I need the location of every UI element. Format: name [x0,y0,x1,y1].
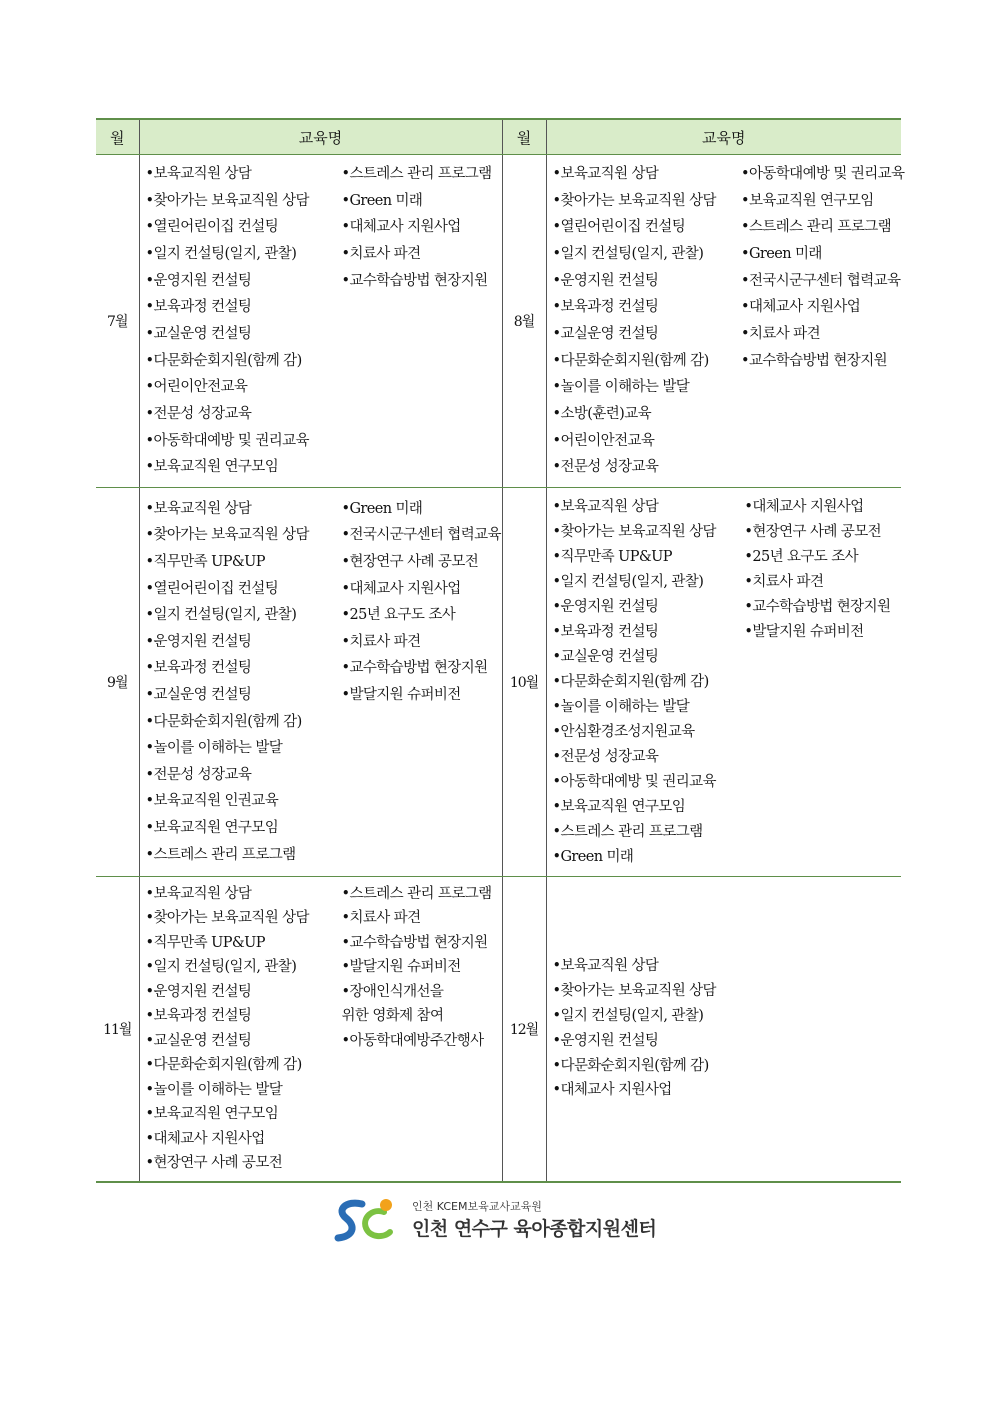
list-item: • 교수학습방법 현장지원 [741,348,901,375]
list-item: • 운영지원 컨설팅 [146,980,342,1005]
list-item: • 교수학습방법 현장지원 [342,655,502,682]
list-item: • 아동학대예방 및 권리교육 [553,770,745,795]
list-item: • 보육교직원 연구모임 [146,1102,342,1127]
list-item: • 일지 컨설팅(일지, 관찰) [553,570,745,595]
program-list [146,882,342,1176]
list-item: • 찾아가는 보육교직원 상담 [553,520,745,545]
list-item: • 운영지원 컨설팅 [553,595,745,620]
list-item: • 일지 컨설팅(일지, 관찰) [146,602,342,629]
list-item: • 발달지원 슈퍼비전 [744,620,901,645]
list-item: • 찾아가는 보육교직원 상담 [146,906,342,931]
list-item: • 열린어린이집 컨설팅 [553,214,742,241]
list-item: • 어린이안전교육 [146,374,342,401]
list-item: • 치료사 파견 [342,241,502,268]
list-item: • Green 미래 [342,188,502,215]
list-item: • 치료사 파견 [342,629,502,656]
logo-dot-orange [380,1199,392,1211]
list-item: • 보육교직원 연구모임 [146,454,342,481]
list-item: • 아동학대예방 및 권리교육 [146,428,342,455]
list-item: • 현장연구 사례 공모전 [342,549,502,576]
list-item: • 보육과정 컨설팅 [146,1004,342,1029]
list-item: • 일지 컨설팅(일지, 관찰) [146,241,342,268]
list-item: • 열린어린이집 컨설팅 [146,214,342,241]
list-item: • 운영지원 컨설팅 [553,268,742,295]
center-logo-icon [332,1196,402,1244]
list-item: • 다문화순회지원(함께 감) [146,348,342,375]
schedule-table [96,118,905,1183]
list-item: • 교실운영 컨설팅 [146,1029,342,1054]
header-month-left: 월 [96,119,139,155]
list-item: • 스트레스 관리 프로그램 [342,161,502,188]
list-item: • 스트레스 관리 프로그램 [741,214,901,241]
list-item: • 대체교사 지원사업 [342,576,502,603]
program-list [146,496,342,868]
month-cell: 10월 [502,488,546,877]
list-item: • 보육교직원 인권교육 [146,788,342,815]
list-item: • 전문성 성장교육 [553,454,742,481]
list-item: • 현장연구 사례 공모전 [744,520,901,545]
program-list [146,161,342,481]
list-item: • 놀이를 이해하는 발달 [146,1078,342,1103]
list-item: • 전국시군구센터 협력교육 [741,268,901,295]
list-item: • 운영지원 컨설팅 [146,629,342,656]
table-header-row [96,119,901,155]
program-cell [139,155,502,488]
month-cell: 7월 [96,155,139,488]
list-item: • 직무만족 UP&UP [553,545,745,570]
list-item: • 대체교사 지원사업 [146,1127,342,1152]
list-item: • 보육교직원 상담 [146,496,342,523]
list-item: • 보육과정 컨설팅 [553,294,742,321]
list-item: • 치료사 파견 [342,906,502,931]
list-item: • Green 미래 [342,496,502,523]
list-item: • 치료사 파견 [741,321,901,348]
program-cell [139,488,502,877]
list-item: • 교수학습방법 현장지원 [342,268,502,295]
program-list [553,161,742,481]
month-cell: 11월 [96,877,139,1182]
list-item: • 일지 컨설팅(일지, 관찰) [553,241,742,268]
header-name-left: 교육명 [139,119,502,155]
list-item: • 놀이를 이해하는 발달 [553,695,745,720]
list-item: • 교실운영 컨설팅 [553,321,742,348]
list-item: • 다문화순회지원(함께 감) [553,670,745,695]
list-item: • 보육교직원 상담 [553,161,742,188]
list-item: • 놀이를 이해하는 발달 [146,735,342,762]
list-item: • 전국시군구센터 협력교육 [342,522,502,549]
program-list [741,161,905,481]
list-item: • 열린어린이집 컨설팅 [146,576,342,603]
program-cell [546,155,905,488]
list-item: • 운영지원 컨설팅 [146,268,342,295]
header-month-right: 월 [502,119,546,155]
list-item: • 대체교사 지원사업 [553,1078,883,1103]
list-item: • 발달지원 슈퍼비전 [342,682,502,709]
list-item: • 전문성 성장교육 [146,762,342,789]
list-item: • 보육교직원 상담 [553,495,745,520]
list-item: • 25년 요구도 조사 [744,545,901,570]
list-item: • 스트레스 관리 프로그램 [553,820,745,845]
list-item: • 스트레스 관리 프로그램 [146,842,342,869]
list-item: • 보육교직원 연구모임 [553,795,745,820]
list-item: • 아동학대예방주간행사 [342,1029,502,1054]
list-item: • 25년 요구도 조사 [342,602,502,629]
list-item: • 교수학습방법 현장지원 [342,931,502,956]
list-item: • 교실운영 컨설팅 [146,321,342,348]
list-item: • 다문화순회지원(함께 감) [553,1054,883,1079]
list-item: • 아동학대예방 및 권리교육 [741,161,901,188]
list-item: • 다문화순회지원(함께 감) [146,1053,342,1078]
list-item: • 찾아가는 보육교직원 상담 [146,188,342,215]
footer-subtitle: 인천 KCEM보육교사교육원 [412,1200,542,1213]
list-item: • 스트레스 관리 프로그램 [342,882,502,907]
program-list [342,882,502,1176]
list-item: • 보육과정 컨설팅 [146,655,342,682]
program-list [342,161,502,481]
list-item: • 보육교직원 연구모임 [146,815,342,842]
footer-logo-block [332,1196,672,1244]
table-row [96,877,901,1182]
list-item: • 교실운영 컨설팅 [146,682,342,709]
list-item: • 전문성 성장교육 [553,745,745,770]
list-item: • 다문화순회지원(함께 감) [146,709,342,736]
list-item: • 보육교직원 연구모임 [741,188,901,215]
list-item: 위한 영화제 참여 [341,1008,444,1025]
list-item: • 보육과정 컨설팅 [553,620,745,645]
program-list [553,495,745,870]
list-item: • 일지 컨설팅(일지, 관찰) [553,1004,883,1029]
list-item: • 보육교직원 상담 [146,161,342,188]
program-list [744,495,901,870]
list-item: • 운영지원 컨설팅 [553,1029,883,1054]
list-item: • 대체교사 지원사업 [744,495,901,520]
list-item: • 보육교직원 상담 [553,954,883,979]
list-item: • Green 미래 [741,241,901,268]
list-item: • 찾아가는 보육교직원 상담 [553,979,883,1004]
month-cell: 12월 [502,877,546,1182]
list-item: • 보육교직원 상담 [146,882,342,907]
list-item: • 발달지원 슈퍼비전 [342,955,502,980]
list-item: • 치료사 파견 [744,570,901,595]
list-item: • 직무만족 UP&UP [146,549,342,576]
list-item: • 현장연구 사례 공모전 [146,1151,342,1176]
list-item: • 보육과정 컨설팅 [146,294,342,321]
list-item: • 찾아가는 보육교직원 상담 [553,188,742,215]
month-cell: 9월 [96,488,139,877]
list-item: • 교수학습방법 현장지원 [744,595,901,620]
table-row [96,155,901,488]
list-item: • 다문화순회지원(함께 감) [553,348,742,375]
table-row [96,488,901,877]
list-item: • 놀이를 이해하는 발달 [553,374,742,401]
list-item: • 어린이안전교육 [553,428,742,455]
logo-swoosh-blue [338,1203,362,1238]
list-item: • 교실운영 컨설팅 [553,645,745,670]
program-list [553,954,883,1103]
list-item: • 대체교사 지원사업 [342,214,502,241]
program-cell [546,877,901,1182]
list-item: • 전문성 성장교육 [146,401,342,428]
list-item: • 일지 컨설팅(일지, 관찰) [146,955,342,980]
list-item: • Green 미래 [553,845,745,870]
month-cell: 8월 [502,155,546,488]
list-item: • 소방(훈련)교육 [553,401,742,428]
list-item: • 찾아가는 보육교직원 상담 [146,522,342,549]
header-name-right: 교육명 [546,119,901,155]
program-cell [139,877,502,1182]
logo-swoosh-green [365,1211,390,1236]
list-item: • 장애인식개선을 [342,980,502,1005]
list-item: • 대체교사 지원사업 [741,294,901,321]
program-list [342,496,502,868]
program-cell [546,488,901,877]
list-item: • 직무만족 UP&UP [146,931,342,956]
footer-title: 인천 연수구 육아종합지원센터 [412,1218,657,1240]
list-item: • 안심환경조성지원교육 [553,720,745,745]
